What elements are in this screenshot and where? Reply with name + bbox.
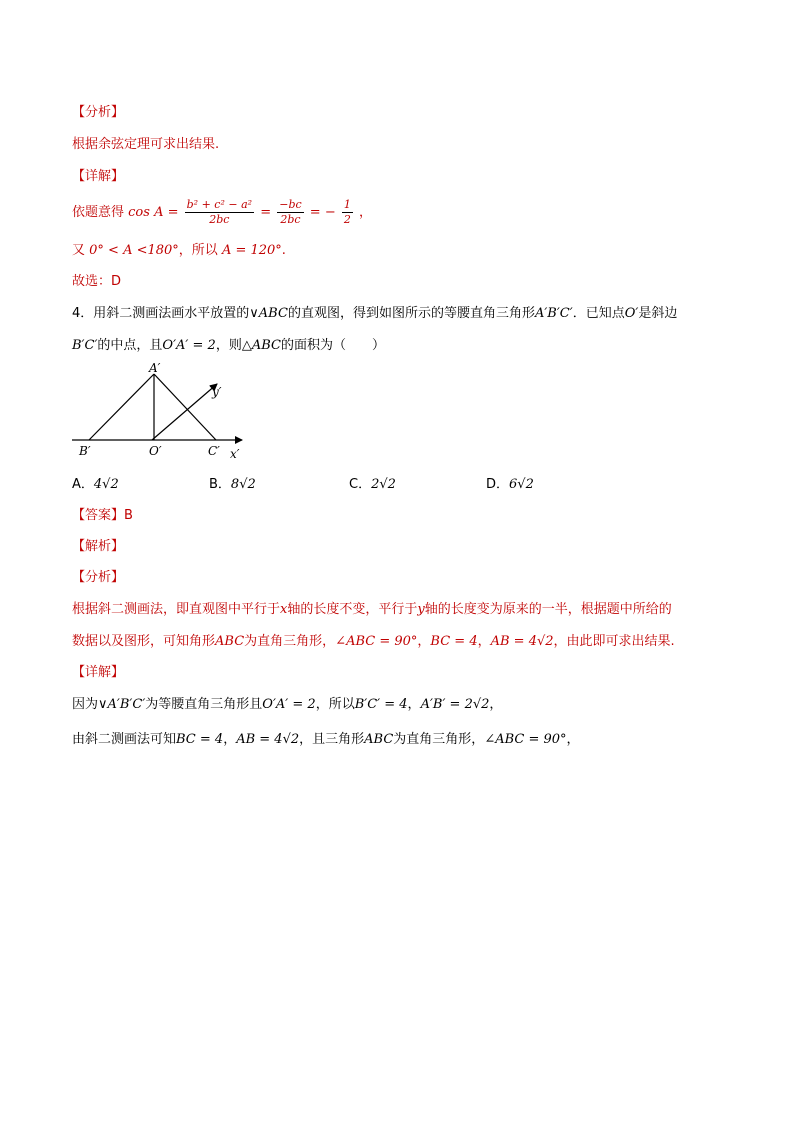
detail-text: 由斜二测画法可知 bbox=[72, 732, 177, 747]
stem-triangle-prime: A′B′C′ bbox=[534, 306, 573, 321]
detail-bc-2: BC = 4 bbox=[176, 732, 224, 747]
stem-triangle-abc-2: △ABC bbox=[241, 338, 281, 353]
stem-segment-bc: B′C′ bbox=[72, 338, 98, 353]
also-end: . bbox=[281, 243, 286, 258]
detail-text: ，且三角形 bbox=[299, 732, 365, 747]
fraction-2-numerator: −bc bbox=[279, 198, 302, 211]
detail-text: 为直角三角形， bbox=[393, 732, 485, 747]
cos-end: ， bbox=[359, 205, 373, 220]
analysis-text: 轴的长度不变，平行于 bbox=[287, 602, 418, 617]
cos-prefix: 依题意得 bbox=[72, 205, 125, 220]
detail-ab: A′B′ = 2√2 bbox=[420, 697, 490, 712]
label-y: y′ bbox=[212, 385, 222, 399]
label-o: O′ bbox=[149, 444, 162, 458]
solution-label: 【解析】 bbox=[72, 539, 125, 554]
equals-2: = − bbox=[309, 205, 336, 220]
oblique-projection-figure bbox=[60, 360, 260, 465]
analysis-label: 【分析】 bbox=[72, 105, 125, 120]
option-a[interactable] bbox=[72, 476, 119, 494]
option-a-value: 4√2 bbox=[93, 477, 119, 492]
stem-text: ，则 bbox=[215, 338, 242, 353]
fraction-2-denominator: 2bc bbox=[280, 213, 301, 226]
label-c: C′ bbox=[208, 444, 220, 458]
stem-text: 的面积为（ ） bbox=[280, 338, 385, 353]
also-prefix: 又 bbox=[72, 243, 90, 258]
fraction-1 bbox=[185, 198, 254, 227]
option-d-label: D． bbox=[486, 477, 510, 492]
fraction-2 bbox=[277, 198, 303, 227]
detail-text: ， bbox=[566, 732, 580, 747]
angle-range-line bbox=[72, 242, 286, 260]
analysis-text: 根据斜二测画法，即直观图中平行于 bbox=[72, 602, 281, 617]
analysis-bc: BC = 4 bbox=[430, 634, 478, 649]
stem-oa-length: O′A′ = 2 bbox=[162, 338, 216, 353]
detail-text: 因为 bbox=[72, 697, 99, 712]
detail-text: ， bbox=[407, 697, 421, 712]
label-b: B′ bbox=[79, 444, 91, 458]
option-a-label: A． bbox=[72, 477, 94, 492]
analysis-text: ， bbox=[477, 634, 491, 649]
stem-text: 4．用斜二测画法画水平放置的 bbox=[72, 306, 250, 321]
side-ab bbox=[89, 374, 154, 440]
option-c-value: 2√2 bbox=[371, 477, 396, 492]
stem-triangle-abc: ∨ABC bbox=[249, 306, 288, 321]
analysis-text: 轴的长度变为原来的一半，根据题中所给的 bbox=[424, 602, 672, 617]
stem-text: 是斜边 bbox=[638, 306, 678, 321]
analysis-abc: ABC bbox=[215, 634, 245, 649]
detail-bc: B′C′ = 4 bbox=[354, 697, 408, 712]
option-b-label: B． bbox=[209, 477, 231, 492]
option-d[interactable] bbox=[486, 476, 534, 494]
detail-text: 为等腰直角三角形且 bbox=[145, 697, 263, 712]
fraction-1-numerator: b² + c² − a² bbox=[186, 198, 253, 211]
fraction-3-denominator: 2 bbox=[343, 213, 351, 226]
analysis-text: 为直角三角形， bbox=[244, 634, 336, 649]
analysis-label-2: 【分析】 bbox=[72, 570, 125, 585]
fraction-3-numerator: 1 bbox=[343, 198, 351, 211]
fraction-3 bbox=[342, 198, 353, 227]
option-b-value: 8√2 bbox=[230, 477, 256, 492]
detail-label: 【详解】 bbox=[72, 169, 125, 184]
question-4-stem-line-1 bbox=[72, 305, 677, 323]
angle-result: A = 120° bbox=[221, 243, 282, 258]
detail-text: ，所以 bbox=[315, 697, 355, 712]
option-c-label: C． bbox=[349, 477, 372, 492]
stem-text: 的中点，且 bbox=[97, 338, 163, 353]
answer-line: 【答案】B bbox=[72, 508, 133, 523]
analysis-text: ， bbox=[417, 634, 431, 649]
detail-triangle: ∨A′B′C′ bbox=[98, 697, 146, 712]
label-x: x′ bbox=[230, 447, 240, 461]
detail-text: ， bbox=[223, 732, 237, 747]
choice-line: 故选：D bbox=[72, 274, 122, 289]
label-a: A′ bbox=[149, 361, 161, 375]
detail-ab-2: AB = 4√2 bbox=[236, 732, 300, 747]
analysis-y: y bbox=[417, 602, 425, 617]
cosine-formula-line bbox=[72, 198, 372, 228]
detail-angle: ∠ABC = 90° bbox=[484, 732, 567, 747]
detail-2-line-1 bbox=[72, 696, 502, 714]
fraction-1-denominator: 2bc bbox=[209, 213, 230, 226]
analysis-angle: ∠ABC = 90° bbox=[335, 634, 418, 649]
stem-text: 的直观图，得到如图所示的等腰直角三角形 bbox=[287, 306, 535, 321]
option-b[interactable] bbox=[209, 476, 256, 494]
detail-label-2: 【详解】 bbox=[72, 665, 125, 680]
detail-abc: ABC bbox=[364, 732, 394, 747]
question-4-stem-line-2 bbox=[72, 337, 385, 355]
analysis-text: 数据以及图形，可知角形 bbox=[72, 634, 216, 649]
analysis-text: ，由此即可求出结果. bbox=[553, 634, 675, 649]
option-c[interactable] bbox=[349, 476, 396, 494]
equals-1: = bbox=[260, 205, 272, 220]
cos-lhs: cos A = bbox=[128, 205, 179, 220]
analysis-ab: AB = 4√2 bbox=[490, 634, 554, 649]
analysis-2-line-2 bbox=[72, 633, 675, 651]
detail-text: ， bbox=[489, 697, 503, 712]
y-axis bbox=[152, 384, 217, 440]
stem-text: ．已知点 bbox=[572, 306, 625, 321]
angle-range: 0° < A <180° bbox=[89, 243, 179, 258]
analysis-2-line-1 bbox=[72, 601, 672, 619]
analysis-text: 根据余弦定理可求出结果. bbox=[72, 137, 220, 152]
also-mid: ，所以 bbox=[178, 243, 222, 258]
option-d-value: 6√2 bbox=[509, 477, 534, 492]
stem-point-o: O′ bbox=[624, 306, 639, 321]
analysis-x: x bbox=[280, 602, 288, 617]
detail-2-line-2 bbox=[72, 731, 580, 749]
detail-oa: O′A′ = 2 bbox=[262, 697, 316, 712]
